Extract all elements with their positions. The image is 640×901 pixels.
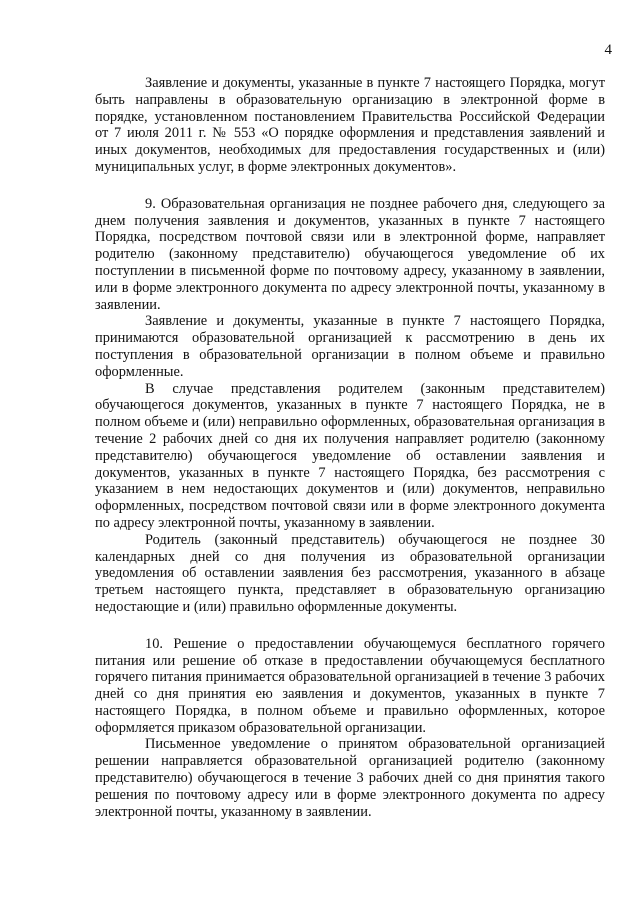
paragraph-written-notice: Письменное уведомление о принятом образовательной организацией решении направляется образовательной организацией родителю (законному представителю) обучающегося в течение 3 рабочих дней со дня принятия такого решения по почтовому адресу или в форме электронного документа по адресу электронной почты, указанному в заявлении. <box>95 736 605 820</box>
document-body <box>95 75 605 820</box>
paragraph-acceptance: Заявление и документы, указанные в пункте 7 настоящего Порядка, принимаются образовательной организацией к рассмотрению в день их поступления в образовательной организации в полном объеме и правильно оформленные. <box>95 313 605 380</box>
paragraph-item-10: 10. Решение о предоставлении обучающемуся бесплатного горячего питания или решение об отказе в предоставлении обучающемуся бесплатного горячего питания принимается образовательной организацией в течение 3 рабочих дней со дня принятия ею заявления и документов, указанных в пункте 7 настоящего Порядка, в полном объеме и правильно оформленных, которое оформляется приказом образовательной организации. <box>95 635 605 736</box>
paragraph-resubmission: Родитель (законный представитель) обучающегося не позднее 30 календарных дней со дня получения из образовательной организации уведомления об оставлении заявления без рассмотрения, указанного в абзаце третьем настоящего пункта, представляет в образовательную организацию недостающие и (или) правильно оформленные документы. <box>95 531 605 615</box>
page-number: 4 <box>604 42 612 58</box>
paragraph-incomplete-documents: В случае представления родителем (законным представителем) обучающегося документов, указанных в пункте 7 настоящего Порядка, не в полном объеме и (или) неправильно оформленных, образовательная организация в течение 2 рабочих дней со дня их получения направляет родителю (законному представителю) обучающегося уведомление об оставлении заявления и документов, указанных в пункте 7 настоящего Порядка, без рассмотрения с указанием в нем недостающих документов и (или) документов, неправильно оформленных, посредством почтовой связи или в форме электронного документа по адресу электронной почты, указанному в заявлении. <box>95 380 605 531</box>
paragraph-item-9: 9. Образовательная организация не позднее рабочего дня, следующего за днем получения заявления и документов, указанных в пункте 7 настоящего Порядка, посредством почтовой связи или в электронной форме, направляет родителю (законному представителю) обучающегося уведомление об их поступлении в письменной форме по почтовому адресу, указанному в заявлении, или в форме электронного документа по адресу электронной почты, указанному в заявлении. <box>95 195 605 313</box>
paragraph-electronic-submission: Заявление и документы, указанные в пункте 7 настоящего Порядка, могут быть направлены в образовательную организацию в электронной форме в порядке, установленном постановлением Правительства Российской Федерации от 7 июля 2011 г. № 553 «О порядке оформления и представления заявлений и иных документов, необходимых для предоставления государственных и (или) муниципальных услуг, в форме электронных документов». <box>95 75 605 175</box>
